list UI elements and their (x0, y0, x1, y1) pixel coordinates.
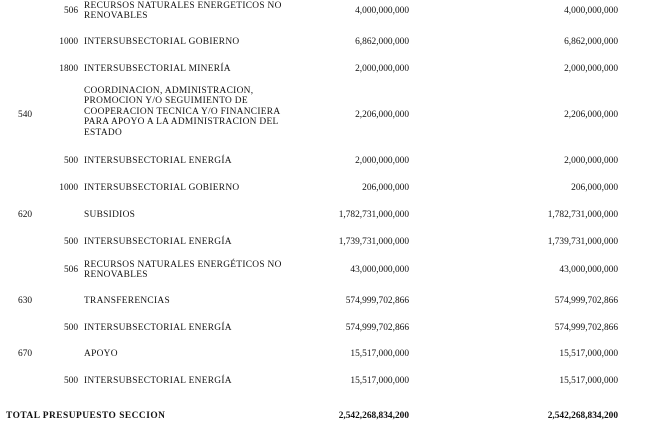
value-col-1: 2,000,000,000 (355, 156, 409, 166)
row-description: INTERSUBSECTORIAL MINERÍA (84, 64, 231, 74)
subprogram-code: 1000 (59, 183, 78, 193)
total-value-col-1: 2,542,268,834,200 (338, 411, 409, 421)
value-col-1: 1,782,731,000,000 (338, 210, 409, 220)
program-code: 670 (18, 349, 33, 359)
value-col-1: 2,206,000,000 (355, 110, 409, 120)
value-col-2: 43,000,000,000 (559, 265, 618, 275)
row-description: INTERSUBSECTORIAL ENERGÍA (84, 237, 232, 247)
subprogram-code: 506 (63, 265, 78, 275)
row-description: RECURSOS NATURALES ENERGETICOS NO RENOVABLES (84, 1, 282, 22)
row-description: APOYO (84, 349, 118, 359)
row-description: RECURSOS NATURALES ENERGÉTICOS NO RENOVABLES (84, 260, 282, 281)
program-code: 540 (18, 110, 33, 120)
value-col-1: 15,517,000,000 (350, 376, 409, 386)
row-description: INTERSUBSECTORIAL ENERGÍA (84, 376, 232, 386)
value-col-2: 2,000,000,000 (564, 64, 618, 74)
program-code: 620 (18, 210, 33, 220)
value-col-1: 15,517,000,000 (350, 349, 409, 359)
value-col-1: 6,862,000,000 (355, 37, 409, 47)
subprogram-code: 1000 (59, 37, 78, 47)
row-description: SUBSIDIOS (84, 210, 136, 220)
row-description: COORDINACION, ADMINISTRACION, PROMOCION Y/O SEGUIMIENTO DE COOPERACION TECNICA Y/O FINANCIERA PARA APOYO A LA ADMINISTRACION DEL ESTADO (84, 86, 280, 138)
row-description: TRANSFERENCIAS (84, 296, 170, 306)
value-col-1: 2,000,000,000 (355, 64, 409, 74)
value-col-2: 574,999,702,866 (554, 296, 618, 306)
value-col-2: 1,782,731,000,000 (547, 210, 618, 220)
value-col-1: 574,999,702,866 (345, 296, 409, 306)
value-col-2: 2,206,000,000 (564, 110, 618, 120)
total-label: TOTAL PRESUPUESTO SECCION (6, 411, 166, 421)
subprogram-code: 1800 (59, 64, 78, 74)
value-col-1: 574,999,702,866 (345, 323, 409, 333)
total-value-col-2: 2,542,268,834,200 (547, 411, 618, 421)
value-col-1: 4,000,000,000 (355, 6, 409, 16)
subprogram-code: 506 (63, 6, 78, 16)
row-description: INTERSUBSECTORIAL GOBIERNO (84, 183, 240, 193)
value-col-2: 2,000,000,000 (564, 156, 618, 166)
subprogram-code: 500 (63, 323, 78, 333)
value-col-2: 206,000,000 (571, 183, 618, 193)
program-code: 630 (18, 296, 33, 306)
subprogram-code: 500 (63, 376, 78, 386)
value-col-2: 15,517,000,000 (559, 349, 618, 359)
subprogram-code: 500 (63, 156, 78, 166)
value-col-2: 15,517,000,000 (559, 376, 618, 386)
row-description: INTERSUBSECTORIAL ENERGÍA (84, 156, 232, 166)
value-col-1: 1,739,731,000,000 (338, 237, 409, 247)
row-description: INTERSUBSECTORIAL GOBIERNO (84, 37, 240, 47)
value-col-2: 4,000,000,000 (564, 6, 618, 16)
value-col-1: 43,000,000,000 (350, 265, 409, 275)
value-col-2: 574,999,702,866 (554, 323, 618, 333)
value-col-1: 206,000,000 (362, 183, 409, 193)
value-col-2: 1,739,731,000,000 (547, 237, 618, 247)
subprogram-code: 500 (63, 237, 78, 247)
row-description: INTERSUBSECTORIAL ENERGÍA (84, 323, 232, 333)
value-col-2: 6,862,000,000 (564, 37, 618, 47)
